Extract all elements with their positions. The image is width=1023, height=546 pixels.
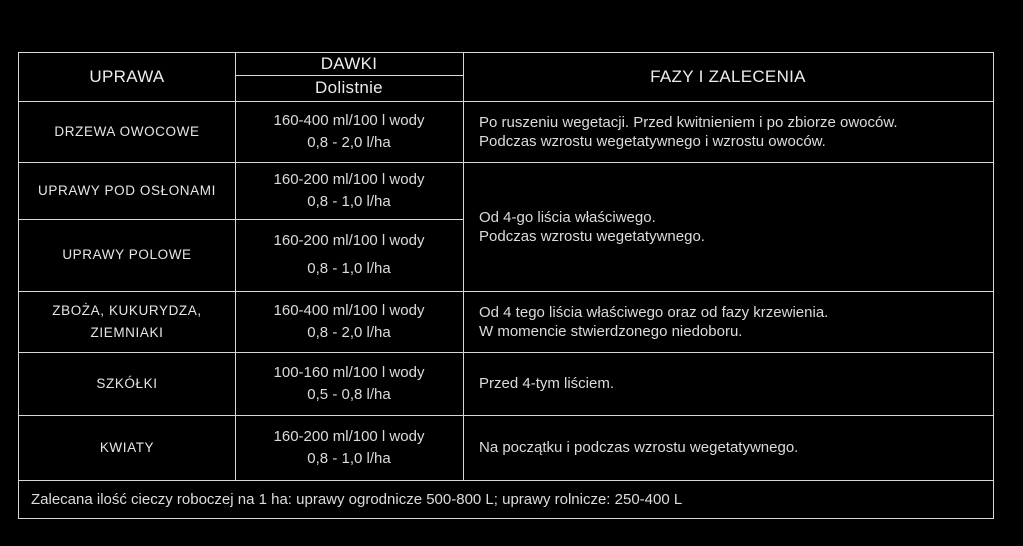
phase-line: Podczas wzrostu wegetatywnego i wzrostu owoców. [479, 132, 826, 150]
crop-line: KWIATY [99, 439, 155, 455]
footer-note: Zalecana ilość cieczy roboczej na 1 ha: uprawy ogrodnicze 500-800 L; uprawy rolnicze: 250-400 L [31, 490, 683, 508]
row-6-crop [19, 415, 235, 480]
dose-line: 0,8 - 1,0 l/ha [307, 260, 391, 277]
phase-line: Na początku i podczas wzrostu wegetatywnego. [479, 439, 799, 456]
rows-2-3-phase [463, 162, 993, 291]
dose-line: 0,8 - 1,0 l/ha [307, 192, 391, 210]
phase-line: Po ruszeniu wegetacji. Przed kwitnieniem i po zbiorze owoców. [479, 113, 898, 131]
row-1-dose [235, 101, 463, 162]
row-6-phase [463, 415, 993, 480]
row-5-crop [19, 352, 235, 415]
crop-line: ZIEMNIAKI [90, 324, 164, 340]
row-6-dose [235, 415, 463, 480]
row-4-phase [463, 291, 993, 352]
dose-line: 160-200 ml/100 l wody [273, 232, 425, 249]
dose-line: 100-160 ml/100 l wody [273, 363, 425, 381]
dose-line: 160-400 ml/100 l wody [273, 111, 425, 129]
row-4-crop [19, 291, 235, 352]
dose-line: 160-200 ml/100 l wody [273, 427, 425, 445]
header-doses-sub-label: Dolistnie [315, 78, 383, 97]
header-doses-label: DAWKI [320, 54, 378, 73]
dose-line: 160-200 ml/100 l wody [273, 170, 425, 188]
header-phases-label: FAZY I ZALECENIA [650, 67, 806, 86]
crop-line: UPRAWY POD OSŁONAMI [38, 182, 216, 198]
crop-line: ZBOŻA, KUKURYDZA, [52, 302, 202, 318]
row-2-dose [235, 162, 463, 219]
dose-line: 0,5 - 0,8 l/ha [307, 385, 391, 403]
header-crop-label: UPRAWA [89, 67, 165, 86]
header-phases [463, 53, 993, 101]
table-footer [31, 480, 991, 518]
row-1-crop [19, 101, 235, 162]
dose-line: 160-400 ml/100 l wody [273, 301, 425, 319]
phase-line: Od 4-go liścia właściwego. [479, 208, 656, 226]
header-crop [19, 53, 235, 101]
crop-line: DRZEWA OWOCOWE [54, 123, 200, 139]
header-doses-sub [235, 75, 463, 101]
phase-line: W momencie stwierdzonego niedoboru. [479, 322, 743, 340]
row-4-dose [235, 291, 463, 352]
crop-line: UPRAWY POLOWE [62, 247, 192, 262]
row-5-dose [235, 352, 463, 415]
row-1-phase [463, 101, 993, 162]
phase-line: Podczas wzrostu wegetatywnego. [479, 227, 705, 245]
phase-line: Przed 4-tym liściem. [479, 375, 615, 392]
row-3-dose [235, 219, 463, 291]
crop-line: SZKÓŁKI [96, 375, 158, 391]
dose-line: 0,8 - 2,0 l/ha [307, 133, 391, 151]
row-5-phase [463, 352, 993, 415]
row-2-crop [19, 162, 235, 219]
dosage-table [18, 52, 994, 519]
row-3-crop [19, 219, 235, 291]
dose-line: 0,8 - 1,0 l/ha [307, 449, 391, 467]
dose-line: 0,8 - 2,0 l/ha [307, 323, 391, 341]
header-doses [235, 53, 463, 75]
phase-line: Od 4 tego liścia właściwego oraz od fazy krzewienia. [479, 303, 829, 321]
